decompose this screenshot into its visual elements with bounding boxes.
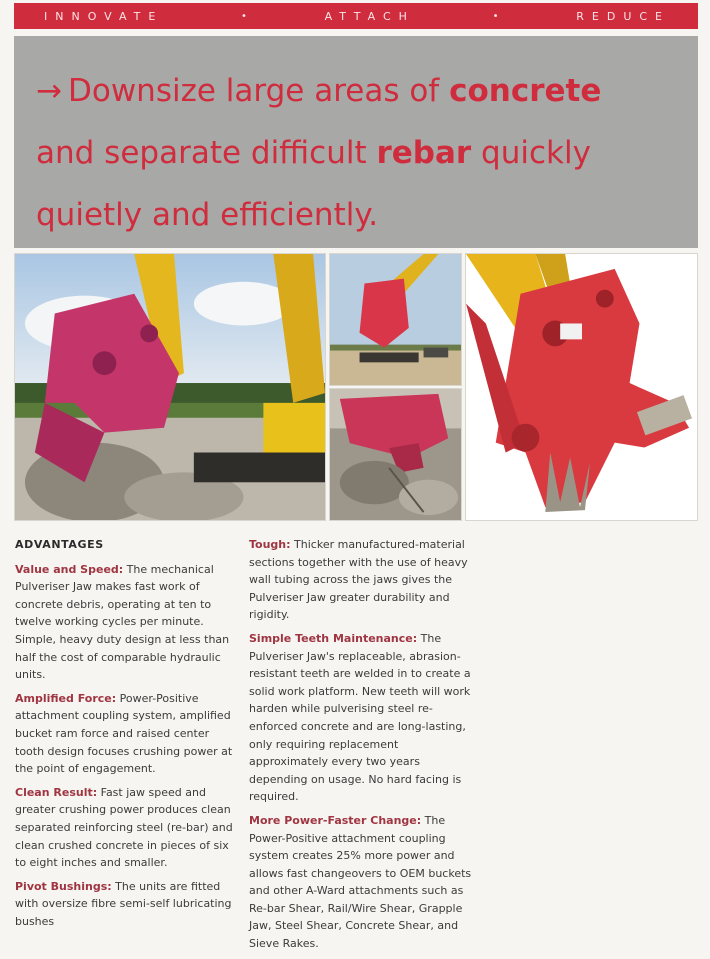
photo-pulveriser-field: [329, 253, 462, 386]
headline-text: and separate difficult: [36, 135, 377, 171]
advantage-text: The Pulveriser Jaw's replaceable, abrasion-resistant teeth are welded in to create a solid work platform. New teeth will work harden while pulverising steel re-enforced concrete and are long-lasting, only requiring replacement approximately every two years depending on usage. No hard facing is required.: [249, 631, 471, 804]
advantage-item: [249, 812, 477, 953]
advantage-text: Fast jaw speed and greater crushing power produces clean separated reinforcing steel (re-bar) and clean crushed concrete in pieces of six to eight inches and smaller.: [15, 785, 233, 870]
advantages-heading: ADVANTAGES: [15, 538, 104, 551]
advantage-item: [15, 878, 240, 931]
headline-line-3: quietly and efficiently.: [36, 197, 379, 233]
tagline-attach: ATTACH: [324, 9, 415, 23]
arrow-right-icon: →: [36, 73, 62, 109]
advantage-text: The Power-Positive attachment coupling system creates 25% more power and allows fast changeovers to OEM buckets and other A-Ward attachments such as Re-bar Shear, Rail/Wire Shear, Grapple Jaw, Steel Shear, Concrete Shear, and Sieve Rakes.: [249, 813, 472, 951]
headline-line-1: [36, 60, 680, 122]
advantage-text: Power-Positive attachment coupling system, amplified bucket ram force and raised center tooth design focuses crushing power at the point of engagement.: [15, 691, 233, 776]
advantages-column-left: [15, 536, 240, 936]
tagline-separator: •: [241, 10, 247, 22]
tagline-separator: •: [492, 10, 499, 22]
advantage-item: [249, 630, 477, 806]
headline-emphasis-rebar: rebar: [376, 135, 472, 171]
headline-line-2: [36, 122, 680, 184]
advantage-title: Value and Speed:: [15, 562, 124, 576]
advantage-item: [15, 561, 240, 684]
advantage-title: Tough:: [249, 538, 291, 551]
tagline-reduce: REDUCE: [576, 9, 670, 23]
advantage-title: Pivot Bushings:: [15, 879, 112, 893]
advantage-text: The units are fitted with oversize fibre semi-self lubricating bushes: [15, 879, 232, 928]
tagline-innovate: INNOVATE: [44, 9, 164, 23]
advantage-text: The mechanical Pulveriser Jaw makes fast work of concrete debris, operating at ten to twelve working cycles per minute. Simple, heavy duty design at less than half the cost of comparable hydraulic units.: [15, 562, 230, 682]
advantage-title: Clean Result:: [15, 785, 98, 799]
photo-excavator-on-site: [14, 253, 326, 521]
advantages-column-right: [249, 536, 477, 959]
advantage-item: [15, 690, 240, 778]
advantage-title: Simple Teeth Maintenance:: [249, 631, 418, 645]
advantage-title: Amplified Force:: [15, 691, 117, 705]
headline-banner: [14, 36, 698, 248]
advantage-item: [15, 784, 240, 872]
headline-text: Downsize large areas of: [67, 73, 450, 109]
top-tagline-bar: [14, 3, 698, 29]
advantage-title: More Power-Faster Change:: [249, 813, 422, 827]
headline-text: quickly: [471, 135, 591, 171]
photo-pulveriser-product: [465, 253, 698, 521]
advantage-item: [249, 536, 477, 624]
headline-emphasis-concrete: concrete: [449, 73, 602, 109]
advantage-text: Thicker manufactured-material sections together with the use of heavy wall tubing across the jaws gives the Pulveriser Jaw greater durability and rigidity.: [249, 538, 468, 622]
photo-crushing-concrete: [329, 388, 462, 521]
